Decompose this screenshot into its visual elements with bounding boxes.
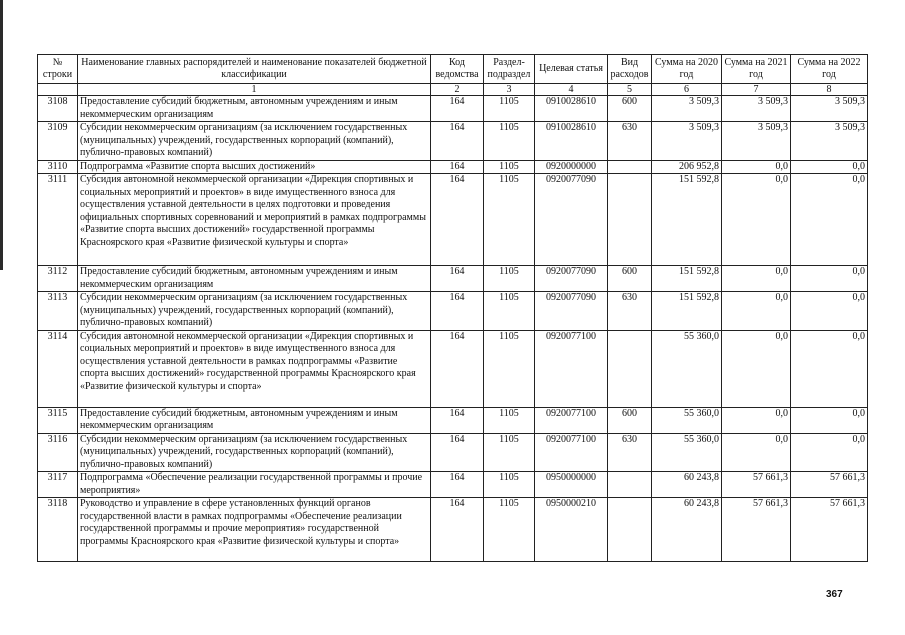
row-section: 1105: [484, 122, 535, 161]
row-sum-2020: 151 592,8: [652, 174, 722, 266]
header-dept: Код ведомства: [431, 55, 484, 84]
table-row: [38, 407, 868, 433]
row-sum-2021: 0,0: [722, 266, 791, 292]
row-exp-type: 630: [608, 122, 652, 161]
row-sum-2022: 3 509,3: [791, 96, 868, 122]
row-target: 0920000000: [535, 160, 608, 174]
row-sum-2021: 0,0: [722, 160, 791, 174]
header-name: Наименование главных распорядителей и наименование показателей бюджетной классификации: [78, 55, 431, 84]
row-dept: 164: [431, 292, 484, 331]
row-section: 1105: [484, 160, 535, 174]
row-sum-2022: 57 661,3: [791, 472, 868, 498]
header-row: [38, 55, 868, 84]
row-section: 1105: [484, 292, 535, 331]
row-sum-2022: 0,0: [791, 292, 868, 331]
header-target: Целевая статья: [535, 55, 608, 84]
row-sum-2022: 0,0: [791, 266, 868, 292]
row-section: 1105: [484, 472, 535, 498]
column-number: 2: [431, 84, 484, 96]
column-number-row: [38, 84, 868, 96]
table-row: [38, 174, 868, 266]
table-row: [38, 96, 868, 122]
row-sum-2022: 0,0: [791, 433, 868, 472]
row-sum-2021: 3 509,3: [722, 122, 791, 161]
row-target: 0920077090: [535, 174, 608, 266]
row-target: 0950000000: [535, 472, 608, 498]
row-target: 0910028610: [535, 122, 608, 161]
row-section: 1105: [484, 174, 535, 266]
row-sum-2020: 151 592,8: [652, 266, 722, 292]
table-row: [38, 330, 868, 407]
row-exp-type: 600: [608, 266, 652, 292]
row-dept: 164: [431, 407, 484, 433]
row-name: Субсидии некоммерческим организациям (за исключением государственных (муниципальных) учреждений, государственных корпораций (компаний), публично-правовых компаний): [78, 292, 431, 331]
row-sum-2021: 0,0: [722, 292, 791, 331]
header-sum-2021: Сумма на 2021 год: [722, 55, 791, 84]
column-number: 7: [722, 84, 791, 96]
row-sum-2021: 3 509,3: [722, 96, 791, 122]
row-name: Субсидии некоммерческим организациям (за исключением государственных (муниципальных) учреждений, государственных корпораций (компаний), публично-правовых компаний): [78, 433, 431, 472]
column-number: 8: [791, 84, 868, 96]
header-sum-2020: Сумма на 2020 год: [652, 55, 722, 84]
row-sum-2020: 55 360,0: [652, 433, 722, 472]
row-sum-2022: 0,0: [791, 407, 868, 433]
row-name: Субсидии некоммерческим организациям (за исключением государственных (муниципальных) учреждений, государственных корпораций (компаний), публично-правовых компаний): [78, 122, 431, 161]
row-section: 1105: [484, 330, 535, 407]
row-section: 1105: [484, 407, 535, 433]
page-number: 367: [826, 589, 843, 600]
row-sum-2020: 206 952,8: [652, 160, 722, 174]
row-exp-type: [608, 498, 652, 562]
row-sum-2020: 151 592,8: [652, 292, 722, 331]
row-section: 1105: [484, 266, 535, 292]
row-sum-2022: 57 661,3: [791, 498, 868, 562]
row-exp-type: [608, 160, 652, 174]
header-section: Раздел-подраздел: [484, 55, 535, 84]
row-dept: 164: [431, 472, 484, 498]
column-number: 6: [652, 84, 722, 96]
row-sum-2022: 0,0: [791, 160, 868, 174]
row-sum-2021: 57 661,3: [722, 472, 791, 498]
row-section: 1105: [484, 498, 535, 562]
row-exp-type: 630: [608, 433, 652, 472]
table-row: [38, 292, 868, 331]
header-row-no: № строки: [38, 55, 78, 84]
row-sum-2020: 60 243,8: [652, 472, 722, 498]
row-sum-2022: 0,0: [791, 330, 868, 407]
scan-edge-mark: [0, 0, 3, 270]
row-sum-2022: 0,0: [791, 174, 868, 266]
row-name: Предоставление субсидий бюджетным, автономным учреждениям и иным некоммерческим организациям: [78, 96, 431, 122]
row-sum-2020: 55 360,0: [652, 407, 722, 433]
row-target: 0920077090: [535, 292, 608, 331]
row-target: 0920077100: [535, 330, 608, 407]
table-row: [38, 472, 868, 498]
row-sum-2020: 55 360,0: [652, 330, 722, 407]
row-sum-2020: 60 243,8: [652, 498, 722, 562]
row-target: 0910028610: [535, 96, 608, 122]
row-number: 3115: [38, 407, 78, 433]
row-number: 3109: [38, 122, 78, 161]
row-sum-2021: 57 661,3: [722, 498, 791, 562]
column-number: 4: [535, 84, 608, 96]
row-name: Предоставление субсидий бюджетным, автономным учреждениям и иным некоммерческим организациям: [78, 407, 431, 433]
row-sum-2020: 3 509,3: [652, 96, 722, 122]
row-exp-type: [608, 472, 652, 498]
row-name: Руководство и управление в сфере установленных функций органов государственной власти в рамках подпрограммы «Обеспечение реализации государственной программы и прочие мероприятия» государственной программы Красноярского края «Развитие физической культуры и спорта»: [78, 498, 431, 562]
row-name: Субсидия автономной некоммерческой организации «Дирекция спортивных и социальных мероприятий и проектов» в виде имущественного взноса для осуществления уставной деятельности в рамках подпрограммы «Развитие спорта высших достижений» государственной программы Красноярского края «Развитие физической культуры и спорта»: [78, 330, 431, 407]
row-sum-2022: 3 509,3: [791, 122, 868, 161]
row-number: 3110: [38, 160, 78, 174]
row-dept: 164: [431, 122, 484, 161]
column-number: [38, 84, 78, 96]
header-exp-type: Вид расходов: [608, 55, 652, 84]
row-dept: 164: [431, 433, 484, 472]
row-name: Подпрограмма «Обеспечение реализации государственной программы и прочие мероприятия»: [78, 472, 431, 498]
table-row: [38, 266, 868, 292]
row-dept: 164: [431, 174, 484, 266]
table-row: [38, 160, 868, 174]
header-sum-2022: Сумма на 2022 год: [791, 55, 868, 84]
row-exp-type: [608, 174, 652, 266]
row-exp-type: 630: [608, 292, 652, 331]
row-sum-2021: 0,0: [722, 407, 791, 433]
table-row: [38, 498, 868, 562]
row-target: 0920077100: [535, 407, 608, 433]
row-section: 1105: [484, 96, 535, 122]
row-dept: 164: [431, 330, 484, 407]
row-sum-2021: 0,0: [722, 433, 791, 472]
column-number: 1: [78, 84, 431, 96]
row-number: 3114: [38, 330, 78, 407]
row-section: 1105: [484, 433, 535, 472]
row-exp-type: [608, 330, 652, 407]
column-number: 5: [608, 84, 652, 96]
row-name: Предоставление субсидий бюджетным, автономным учреждениям и иным некоммерческим организациям: [78, 266, 431, 292]
column-number: 3: [484, 84, 535, 96]
row-name: Субсидия автономной некоммерческой организации «Дирекция спортивных и социальных мероприятий и проектов» в виде имущественного взноса для осуществления уставной деятельности в целях подготовки и проведения официальных спортивных соревнований и мероприятий в рамках подпрограммы «Развитие спорта высших достижений» государственной программы Красноярского края «Развитие физической культуры и спорта»: [78, 174, 431, 266]
row-number: 3108: [38, 96, 78, 122]
row-target: 0920077090: [535, 266, 608, 292]
row-target: 0920077100: [535, 433, 608, 472]
table-row: [38, 433, 868, 472]
row-number: 3111: [38, 174, 78, 266]
row-dept: 164: [431, 266, 484, 292]
row-sum-2021: 0,0: [722, 174, 791, 266]
row-sum-2020: 3 509,3: [652, 122, 722, 161]
row-name: Подпрограмма «Развитие спорта высших достижений»: [78, 160, 431, 174]
row-number: 3116: [38, 433, 78, 472]
row-number: 3112: [38, 266, 78, 292]
row-sum-2021: 0,0: [722, 330, 791, 407]
table-row: [38, 122, 868, 161]
row-number: 3117: [38, 472, 78, 498]
row-number: 3118: [38, 498, 78, 562]
budget-table: [37, 54, 868, 562]
row-number: 3113: [38, 292, 78, 331]
row-dept: 164: [431, 498, 484, 562]
row-exp-type: 600: [608, 96, 652, 122]
row-dept: 164: [431, 160, 484, 174]
row-target: 0950000210: [535, 498, 608, 562]
row-dept: 164: [431, 96, 484, 122]
row-exp-type: 600: [608, 407, 652, 433]
